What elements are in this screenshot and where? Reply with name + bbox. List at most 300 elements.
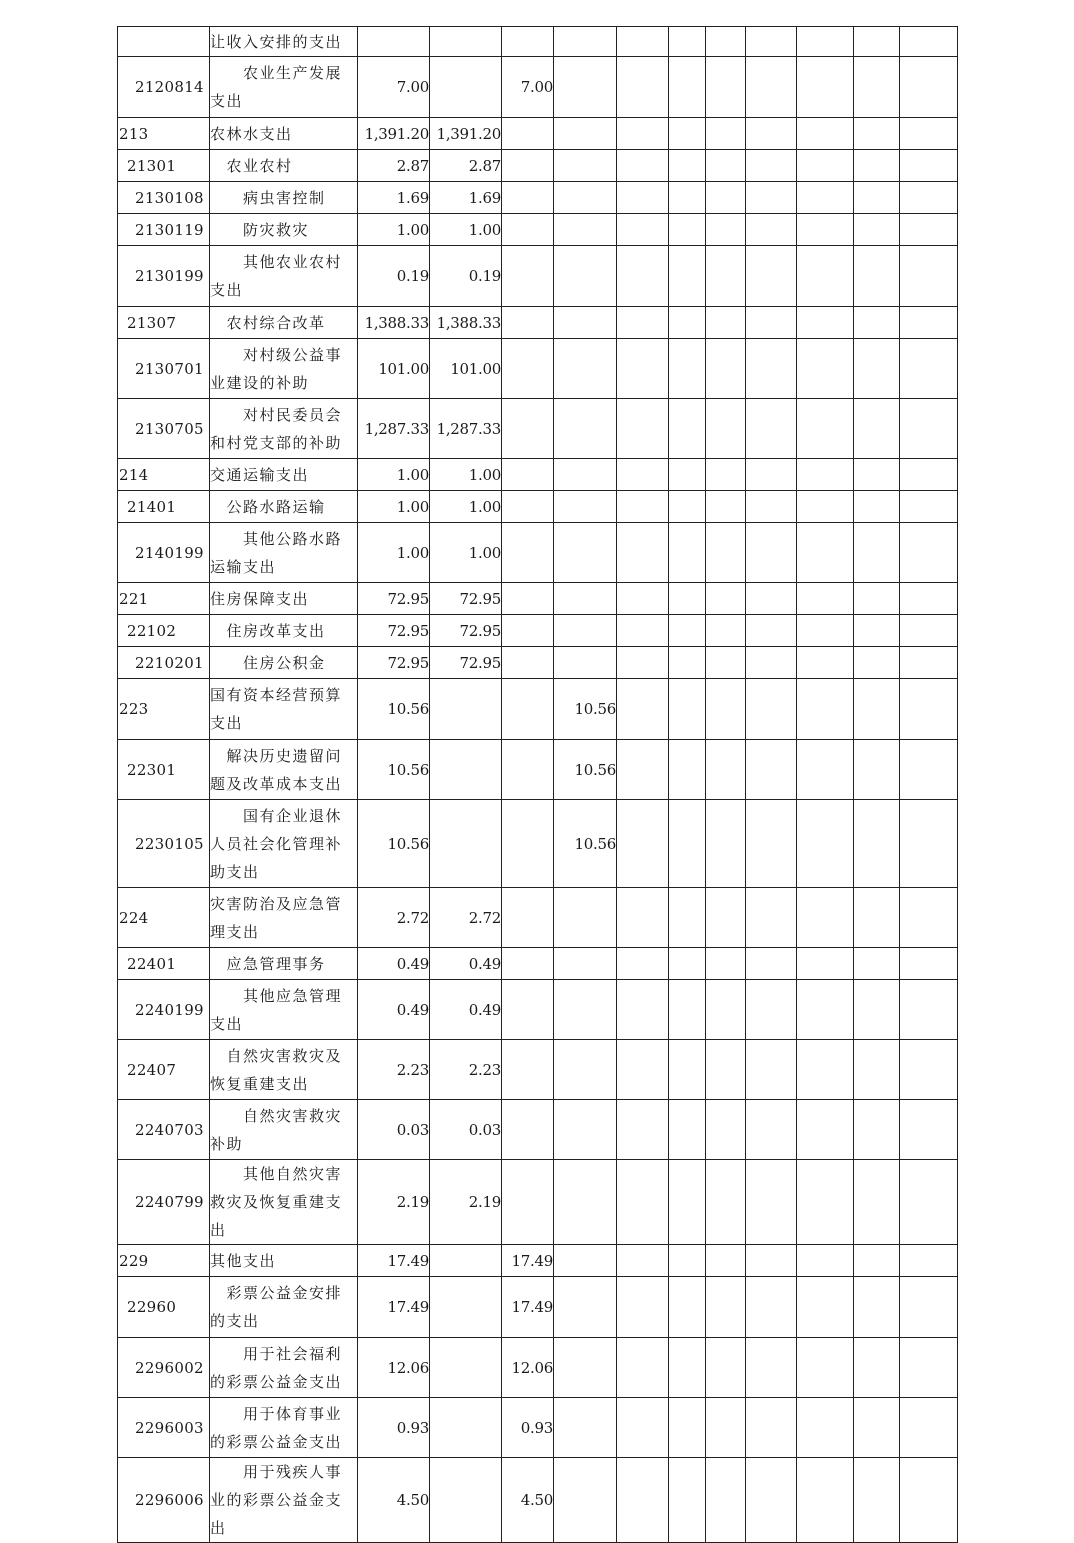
- subject-name-cell: [210, 1458, 358, 1543]
- empty-cell: [669, 27, 706, 57]
- empty-cell: [669, 948, 706, 980]
- fund-budget-amount-cell: [502, 214, 554, 246]
- empty-cell: [746, 307, 797, 339]
- fund-budget-amount-cell: [502, 615, 554, 647]
- empty-cell: [854, 150, 900, 182]
- fund-budget-amount-cell: [502, 679, 554, 740]
- total-amount-cell: 1.69: [358, 182, 430, 214]
- subject-code-cell: 21401: [118, 491, 210, 523]
- total-amount-cell: [358, 27, 430, 57]
- empty-cell: [797, 615, 854, 647]
- empty-cell: [617, 1338, 669, 1398]
- empty-cell: [617, 1458, 669, 1543]
- empty-cell: [617, 118, 669, 150]
- table-row: [118, 679, 958, 740]
- fund-budget-amount-cell: [502, 246, 554, 307]
- empty-cell: [706, 523, 746, 583]
- total-amount-cell: 101.00: [358, 339, 430, 399]
- subject-name-cell: [210, 214, 358, 246]
- table-row: [118, 399, 958, 459]
- empty-cell: [854, 1398, 900, 1458]
- empty-cell: [797, 647, 854, 679]
- general-budget-amount-cell: [430, 27, 502, 57]
- empty-cell: [900, 1100, 958, 1160]
- general-budget-amount-cell: 1.00: [430, 523, 502, 583]
- empty-cell: [746, 647, 797, 679]
- general-budget-amount-cell: [430, 1277, 502, 1338]
- state-capital-amount-cell: [554, 459, 617, 491]
- general-budget-amount-cell: 1,388.33: [430, 307, 502, 339]
- fund-budget-amount-cell: [502, 459, 554, 491]
- empty-cell: [797, 523, 854, 583]
- fund-budget-amount-cell: [502, 800, 554, 888]
- total-amount-cell: 1,287.33: [358, 399, 430, 459]
- empty-cell: [706, 615, 746, 647]
- empty-cell: [900, 182, 958, 214]
- indent-spacer: [210, 498, 227, 516]
- empty-cell: [669, 523, 706, 583]
- empty-cell: [746, 214, 797, 246]
- empty-cell: [854, 980, 900, 1040]
- subject-name: 其他应急管理支出: [210, 986, 343, 1033]
- subject-name-cell: [210, 307, 358, 339]
- subject-name-cell: [210, 1040, 358, 1100]
- indent-spacer: [210, 807, 243, 825]
- empty-cell: [617, 1277, 669, 1338]
- empty-cell: [669, 339, 706, 399]
- total-amount-cell: 17.49: [358, 1245, 430, 1277]
- table-row: [118, 1398, 958, 1458]
- empty-cell: [617, 182, 669, 214]
- empty-cell: [669, 1245, 706, 1277]
- empty-cell: [706, 182, 746, 214]
- general-budget-amount-cell: 101.00: [430, 339, 502, 399]
- general-budget-amount-cell: 0.49: [430, 948, 502, 980]
- empty-cell: [746, 1245, 797, 1277]
- general-budget-amount-cell: 2.23: [430, 1040, 502, 1100]
- fund-budget-amount-cell: [502, 491, 554, 523]
- table-row: [118, 118, 958, 150]
- subject-code-cell: 2130705: [118, 399, 210, 459]
- empty-cell: [854, 1458, 900, 1543]
- empty-cell: [797, 888, 854, 948]
- empty-cell: [617, 523, 669, 583]
- empty-cell: [854, 888, 900, 948]
- state-capital-amount-cell: [554, 583, 617, 615]
- table-row: [118, 57, 958, 118]
- subject-name-cell: [210, 800, 358, 888]
- empty-cell: [797, 27, 854, 57]
- empty-cell: [706, 118, 746, 150]
- subject-name: 用于社会福利的彩票公益金支出: [210, 1344, 343, 1391]
- empty-cell: [854, 948, 900, 980]
- empty-cell: [797, 800, 854, 888]
- empty-cell: [797, 1160, 854, 1245]
- empty-cell: [746, 980, 797, 1040]
- subject-name-cell: [210, 679, 358, 740]
- subject-name: 对村民委员会和村党支部的补助: [210, 405, 343, 452]
- empty-cell: [797, 1338, 854, 1398]
- empty-cell: [706, 1338, 746, 1398]
- state-capital-amount-cell: [554, 182, 617, 214]
- indent-spacer: [210, 253, 243, 271]
- subject-code-cell: 2130199: [118, 246, 210, 307]
- empty-cell: [669, 615, 706, 647]
- empty-cell: [797, 399, 854, 459]
- empty-cell: [797, 583, 854, 615]
- empty-cell: [746, 1458, 797, 1543]
- subject-name-cell: [210, 459, 358, 491]
- empty-cell: [854, 339, 900, 399]
- subject-code-cell: 22407: [118, 1040, 210, 1100]
- subject-name: 用于残疾人事业的彩票公益金支出: [210, 1463, 343, 1537]
- subject-code-cell: 2296006: [118, 1458, 210, 1543]
- empty-cell: [617, 150, 669, 182]
- table-row: [118, 246, 958, 307]
- empty-cell: [900, 615, 958, 647]
- fund-budget-amount-cell: 7.00: [502, 57, 554, 118]
- empty-cell: [797, 740, 854, 800]
- empty-cell: [854, 214, 900, 246]
- subject-code-cell: 2210201: [118, 647, 210, 679]
- general-budget-amount-cell: 1.00: [430, 459, 502, 491]
- state-capital-amount-cell: [554, 57, 617, 118]
- general-budget-amount-cell: 0.19: [430, 246, 502, 307]
- budget-expenditure-table: [117, 26, 958, 1543]
- subject-name-cell: [210, 1338, 358, 1398]
- state-capital-amount-cell: [554, 491, 617, 523]
- subject-name: 自然灾害救灾补助: [210, 1106, 343, 1153]
- subject-name: 其他自然灾害救灾及恢复重建支出: [210, 1165, 343, 1239]
- empty-cell: [617, 888, 669, 948]
- empty-cell: [900, 1458, 958, 1543]
- table-row: [118, 948, 958, 980]
- empty-cell: [706, 888, 746, 948]
- empty-cell: [706, 583, 746, 615]
- subject-code-cell: 2240199: [118, 980, 210, 1040]
- total-amount-cell: 2.87: [358, 150, 430, 182]
- subject-name-cell: [210, 57, 358, 118]
- subject-name-cell: [210, 615, 358, 647]
- subject-name-cell: [210, 980, 358, 1040]
- empty-cell: [669, 399, 706, 459]
- empty-cell: [706, 57, 746, 118]
- subject-name: 农林水支出: [210, 124, 293, 143]
- empty-cell: [706, 150, 746, 182]
- empty-cell: [746, 740, 797, 800]
- empty-cell: [669, 150, 706, 182]
- empty-cell: [746, 1100, 797, 1160]
- fund-budget-amount-cell: [502, 1040, 554, 1100]
- empty-cell: [854, 615, 900, 647]
- general-budget-amount-cell: 72.95: [430, 583, 502, 615]
- indent-spacer: [210, 346, 243, 364]
- empty-cell: [854, 1160, 900, 1245]
- empty-cell: [617, 307, 669, 339]
- table-row: [118, 491, 958, 523]
- table-row: [118, 339, 958, 399]
- empty-cell: [854, 1277, 900, 1338]
- empty-cell: [669, 459, 706, 491]
- empty-cell: [797, 459, 854, 491]
- empty-cell: [900, 399, 958, 459]
- indent-spacer: [210, 1284, 227, 1302]
- fund-budget-amount-cell: [502, 339, 554, 399]
- empty-cell: [900, 679, 958, 740]
- general-budget-amount-cell: 1.69: [430, 182, 502, 214]
- general-budget-amount-cell: 0.03: [430, 1100, 502, 1160]
- empty-cell: [900, 980, 958, 1040]
- subject-code-cell: 214: [118, 459, 210, 491]
- subject-code-cell: 223: [118, 679, 210, 740]
- fund-budget-amount-cell: [502, 583, 554, 615]
- fund-budget-amount-cell: [502, 1100, 554, 1160]
- indent-spacer: [210, 1047, 227, 1065]
- empty-cell: [617, 615, 669, 647]
- subject-code-cell: 2296003: [118, 1398, 210, 1458]
- empty-cell: [854, 307, 900, 339]
- empty-cell: [706, 214, 746, 246]
- fund-budget-amount-cell: 0.93: [502, 1398, 554, 1458]
- empty-cell: [854, 800, 900, 888]
- subject-code-cell: 2120814: [118, 57, 210, 118]
- subject-code-cell: 224: [118, 888, 210, 948]
- fund-budget-amount-cell: [502, 980, 554, 1040]
- empty-cell: [900, 459, 958, 491]
- subject-code-cell: 213: [118, 118, 210, 150]
- empty-cell: [797, 679, 854, 740]
- subject-code-cell: 21301: [118, 150, 210, 182]
- subject-name: 用于体育事业的彩票公益金支出: [210, 1404, 343, 1451]
- fund-budget-amount-cell: [502, 647, 554, 679]
- subject-name-cell: [210, 182, 358, 214]
- empty-cell: [854, 491, 900, 523]
- empty-cell: [900, 948, 958, 980]
- fund-budget-amount-cell: [502, 523, 554, 583]
- indent-spacer: [210, 654, 243, 672]
- state-capital-amount-cell: [554, 1398, 617, 1458]
- state-capital-amount-cell: [554, 888, 617, 948]
- state-capital-amount-cell: [554, 246, 617, 307]
- subject-name-cell: [210, 888, 358, 948]
- empty-cell: [706, 1458, 746, 1543]
- table-row: [118, 615, 958, 647]
- subject-name-cell: [210, 1245, 358, 1277]
- state-capital-amount-cell: [554, 1160, 617, 1245]
- general-budget-amount-cell: [430, 800, 502, 888]
- empty-cell: [669, 491, 706, 523]
- general-budget-amount-cell: 1,287.33: [430, 399, 502, 459]
- empty-cell: [900, 1160, 958, 1245]
- empty-cell: [669, 888, 706, 948]
- indent-spacer: [210, 955, 227, 973]
- subject-name-cell: [210, 150, 358, 182]
- subject-name-cell: [210, 583, 358, 615]
- empty-cell: [669, 679, 706, 740]
- empty-cell: [797, 339, 854, 399]
- subject-code-cell: 2240799: [118, 1160, 210, 1245]
- empty-cell: [669, 1398, 706, 1458]
- empty-cell: [617, 1040, 669, 1100]
- total-amount-cell: 17.49: [358, 1277, 430, 1338]
- general-budget-amount-cell: 2.87: [430, 150, 502, 182]
- table-row: [118, 1245, 958, 1277]
- empty-cell: [797, 1245, 854, 1277]
- fund-budget-amount-cell: [502, 27, 554, 57]
- empty-cell: [854, 118, 900, 150]
- empty-cell: [900, 27, 958, 57]
- state-capital-amount-cell: [554, 523, 617, 583]
- table-row: [118, 1338, 958, 1398]
- total-amount-cell: 0.49: [358, 980, 430, 1040]
- empty-cell: [746, 150, 797, 182]
- state-capital-amount-cell: 10.56: [554, 740, 617, 800]
- fund-budget-amount-cell: [502, 307, 554, 339]
- subject-name: 灾害防治及应急管理支出: [210, 894, 343, 941]
- general-budget-amount-cell: 2.19: [430, 1160, 502, 1245]
- empty-cell: [746, 491, 797, 523]
- empty-cell: [669, 307, 706, 339]
- subject-name-cell: [210, 523, 358, 583]
- subject-name: 其他支出: [210, 1251, 277, 1270]
- fund-budget-amount-cell: 4.50: [502, 1458, 554, 1543]
- table-row: [118, 150, 958, 182]
- subject-name-cell: [210, 399, 358, 459]
- empty-cell: [746, 246, 797, 307]
- empty-cell: [617, 647, 669, 679]
- empty-cell: [900, 1398, 958, 1458]
- table-row: [118, 182, 958, 214]
- table-row: [118, 888, 958, 948]
- empty-cell: [669, 1277, 706, 1338]
- general-budget-amount-cell: [430, 1245, 502, 1277]
- subject-name: 自然灾害救灾及恢复重建支出: [210, 1046, 343, 1093]
- indent-spacer: [210, 189, 243, 207]
- total-amount-cell: 12.06: [358, 1338, 430, 1398]
- empty-cell: [669, 57, 706, 118]
- subject-code-cell: 2296002: [118, 1338, 210, 1398]
- table-row: [118, 980, 958, 1040]
- empty-cell: [617, 679, 669, 740]
- empty-cell: [617, 57, 669, 118]
- empty-cell: [900, 800, 958, 888]
- total-amount-cell: 2.23: [358, 1040, 430, 1100]
- total-amount-cell: 7.00: [358, 57, 430, 118]
- empty-cell: [706, 679, 746, 740]
- fund-budget-amount-cell: [502, 740, 554, 800]
- indent-spacer: [210, 1405, 243, 1423]
- empty-cell: [746, 182, 797, 214]
- empty-cell: [854, 523, 900, 583]
- empty-cell: [900, 339, 958, 399]
- empty-cell: [706, 1398, 746, 1458]
- subject-name-cell: [210, 1277, 358, 1338]
- empty-cell: [706, 1160, 746, 1245]
- subject-code-cell: 2140199: [118, 523, 210, 583]
- empty-cell: [900, 1277, 958, 1338]
- empty-cell: [617, 1160, 669, 1245]
- fund-budget-amount-cell: [502, 182, 554, 214]
- general-budget-amount-cell: 1,391.20: [430, 118, 502, 150]
- empty-cell: [746, 1040, 797, 1100]
- subject-code-cell: 22102: [118, 615, 210, 647]
- indent-spacer: [210, 221, 243, 239]
- empty-cell: [617, 459, 669, 491]
- empty-cell: [669, 740, 706, 800]
- empty-cell: [854, 1338, 900, 1398]
- indent-spacer: [210, 747, 227, 765]
- state-capital-amount-cell: [554, 948, 617, 980]
- table-row: [118, 1458, 958, 1543]
- general-budget-amount-cell: [430, 679, 502, 740]
- empty-cell: [746, 1398, 797, 1458]
- empty-cell: [617, 246, 669, 307]
- subject-name: 国有企业退休人员社会化管理补助支出: [210, 806, 343, 881]
- state-capital-amount-cell: [554, 1277, 617, 1338]
- subject-name-cell: [210, 491, 358, 523]
- subject-name: 让收入安排的支出: [210, 32, 343, 51]
- state-capital-amount-cell: 10.56: [554, 679, 617, 740]
- total-amount-cell: 10.56: [358, 679, 430, 740]
- subject-name: 公路水路运输: [226, 497, 326, 516]
- empty-cell: [669, 647, 706, 679]
- general-budget-amount-cell: 2.72: [430, 888, 502, 948]
- empty-cell: [900, 1245, 958, 1277]
- subject-name: 住房公积金: [243, 653, 326, 672]
- empty-cell: [706, 948, 746, 980]
- empty-cell: [706, 980, 746, 1040]
- total-amount-cell: 1.00: [358, 523, 430, 583]
- general-budget-amount-cell: 72.95: [430, 615, 502, 647]
- total-amount-cell: 1.00: [358, 214, 430, 246]
- empty-cell: [854, 399, 900, 459]
- table-row: [118, 583, 958, 615]
- empty-cell: [854, 647, 900, 679]
- empty-cell: [706, 1277, 746, 1338]
- subject-name: 住房保障支出: [210, 589, 310, 608]
- empty-cell: [746, 27, 797, 57]
- table-row: [118, 523, 958, 583]
- empty-cell: [706, 307, 746, 339]
- empty-cell: [669, 1458, 706, 1543]
- subject-name-cell: [210, 1160, 358, 1245]
- subject-name-cell: [210, 1398, 358, 1458]
- indent-spacer: [210, 1165, 243, 1183]
- state-capital-amount-cell: [554, 214, 617, 246]
- table-row: [118, 1160, 958, 1245]
- empty-cell: [900, 214, 958, 246]
- table-row: [118, 740, 958, 800]
- empty-cell: [746, 1160, 797, 1245]
- indent-spacer: [210, 406, 243, 424]
- empty-cell: [900, 1040, 958, 1100]
- empty-cell: [706, 740, 746, 800]
- empty-cell: [900, 523, 958, 583]
- empty-cell: [900, 118, 958, 150]
- subject-code-cell: 2130701: [118, 339, 210, 399]
- empty-cell: [900, 888, 958, 948]
- empty-cell: [746, 583, 797, 615]
- subject-name: 交通运输支出: [210, 465, 310, 484]
- empty-cell: [746, 679, 797, 740]
- general-budget-amount-cell: 1.00: [430, 491, 502, 523]
- empty-cell: [669, 246, 706, 307]
- subject-code-cell: 2130119: [118, 214, 210, 246]
- empty-cell: [706, 1100, 746, 1160]
- empty-cell: [706, 339, 746, 399]
- subject-name: 彩票公益金安排的支出: [210, 1284, 343, 1330]
- subject-name: 解决历史遗留问题及改革成本支出: [210, 746, 343, 793]
